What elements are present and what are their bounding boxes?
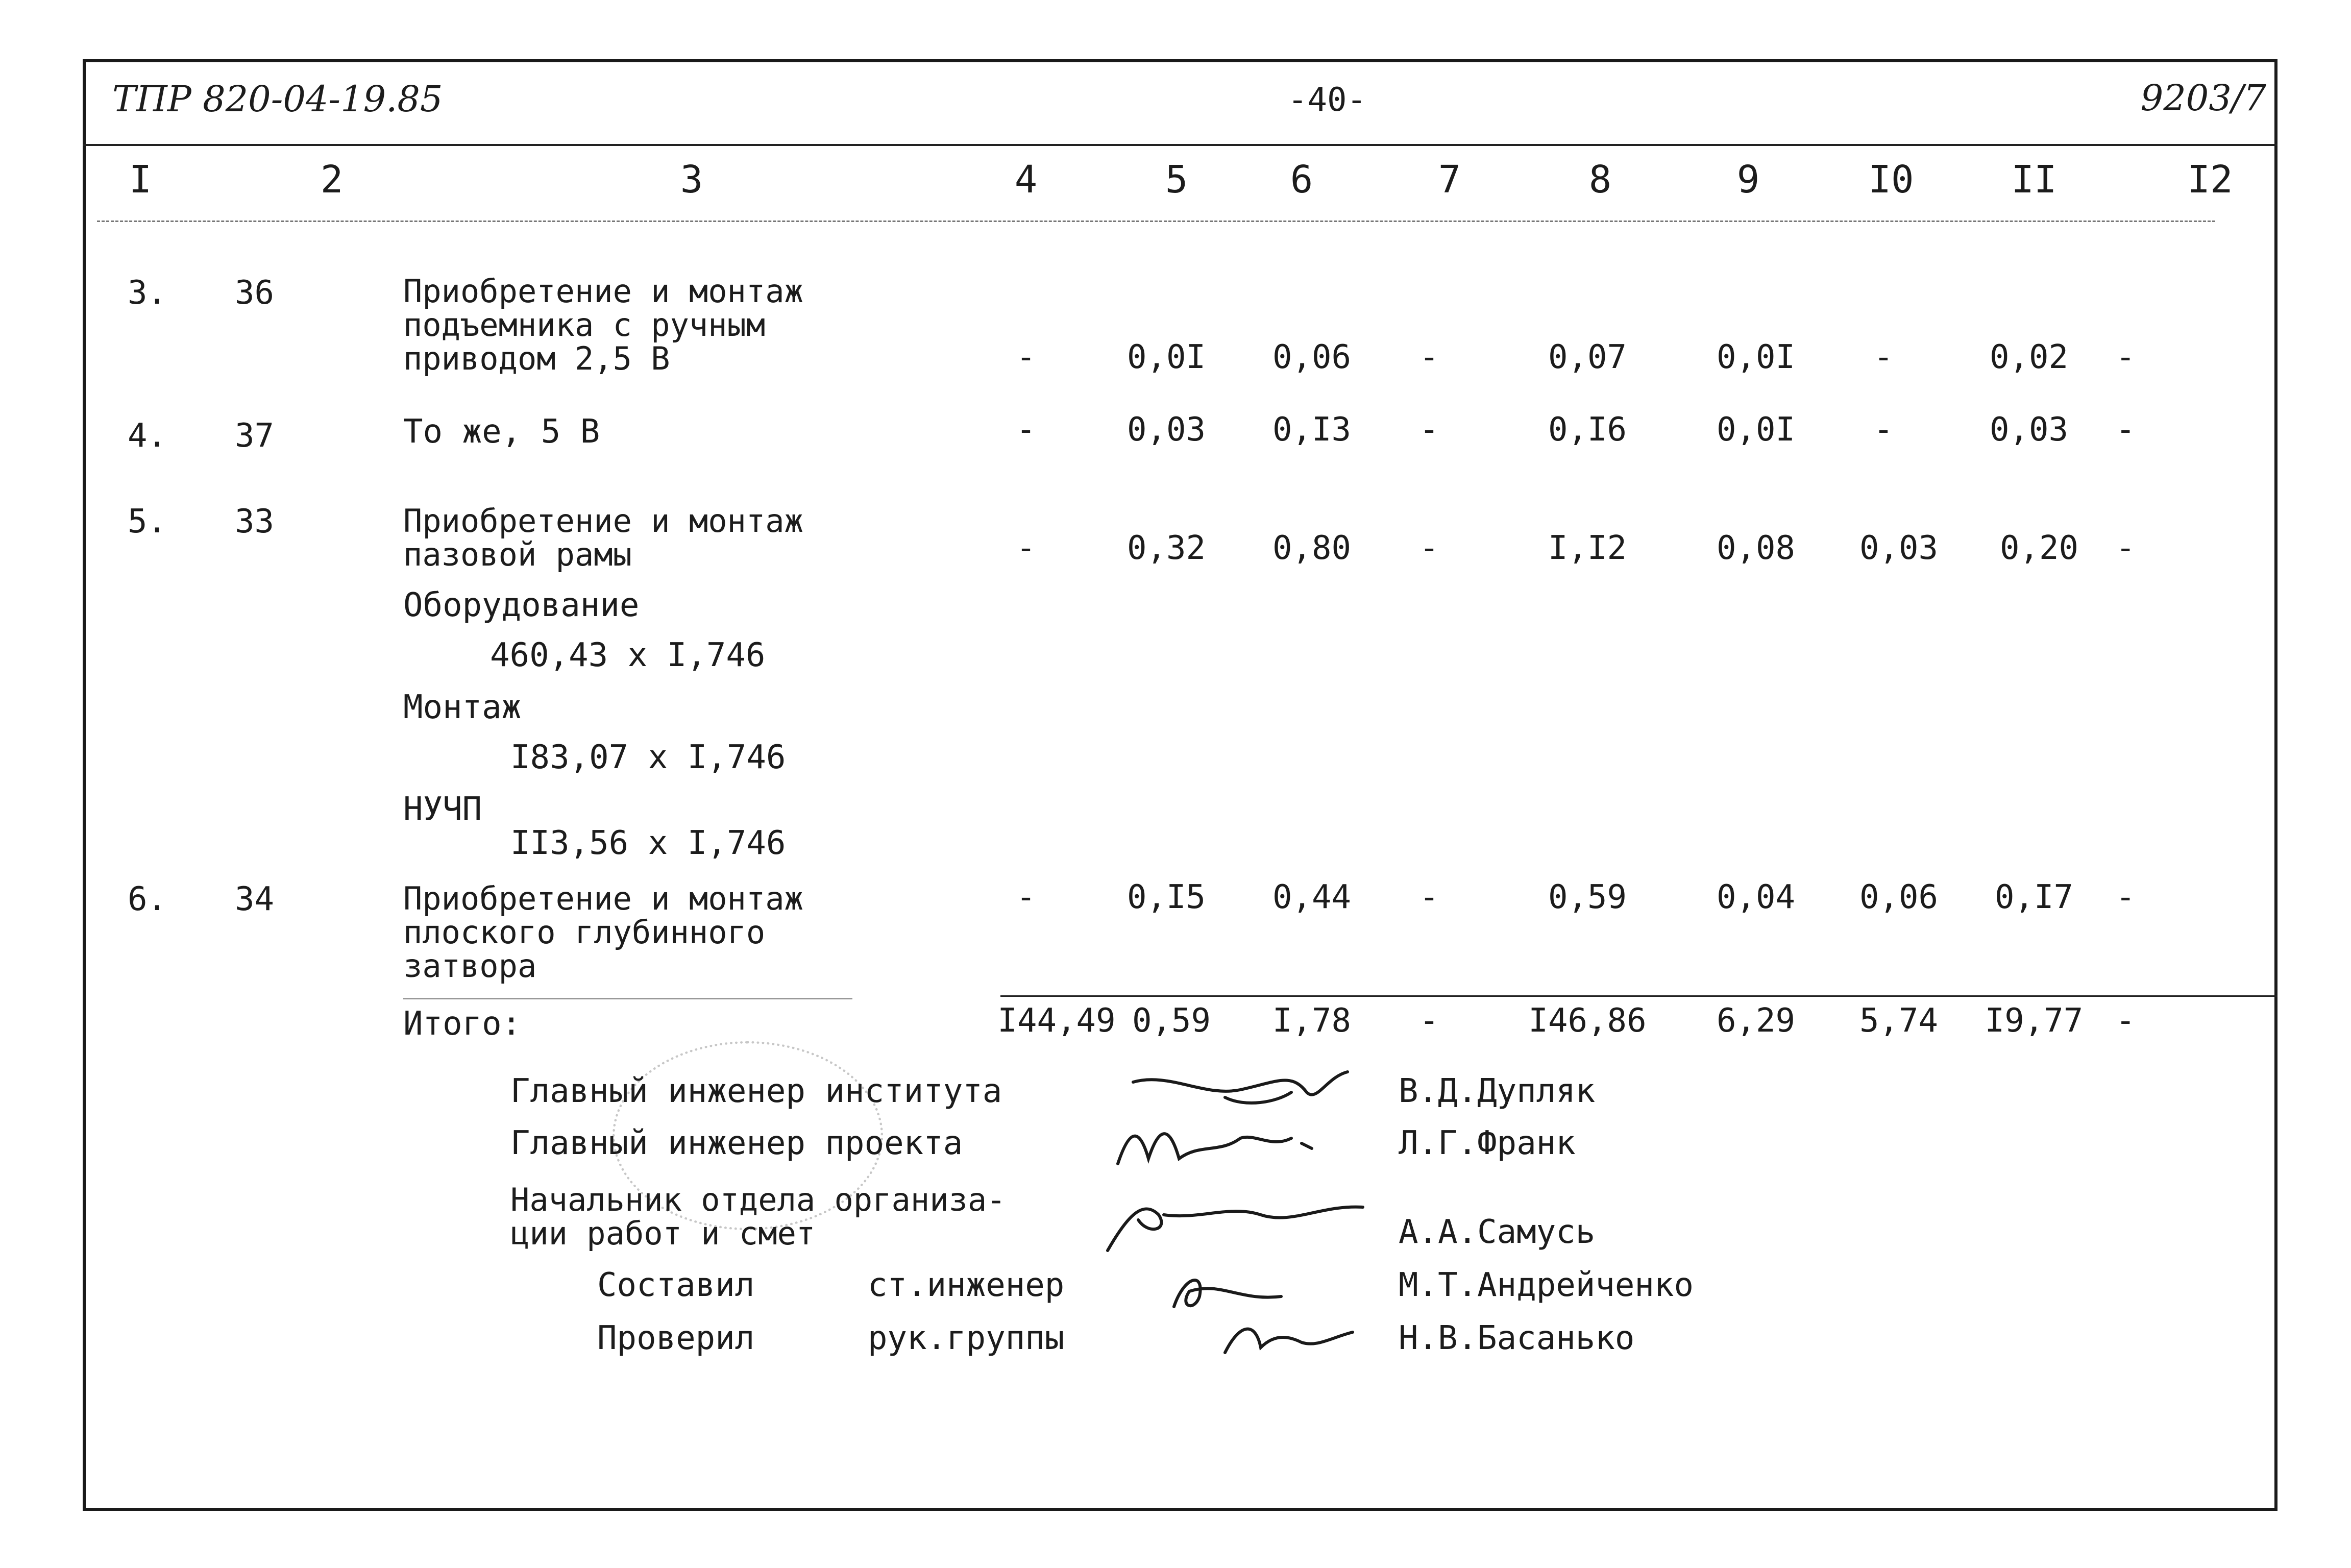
signatory-name: А.А.Самусь	[1399, 1213, 1596, 1251]
equipment-label: Оборудование	[403, 586, 640, 624]
total-cell-col12: -	[2116, 1002, 2136, 1040]
row-cell-col8: 0,59	[1548, 878, 1627, 916]
signatory-position: Начальник отдела организа-	[510, 1181, 1006, 1218]
row-name-line: плоского глубинного	[403, 914, 766, 951]
row-cell-col5: 0,0I	[1126, 338, 1206, 376]
row-cell-col10: 0,03	[1859, 529, 1939, 567]
sheet-reference: 9203/7	[2140, 77, 2266, 119]
header-rule	[83, 144, 2277, 146]
row-cell-col6: 0,06	[1272, 338, 1352, 376]
total-cell-col7: -	[1419, 1002, 1439, 1040]
total-rule	[1000, 995, 2277, 997]
row-cell-col4: -	[1016, 529, 1036, 567]
doc-code: ТПР 820-04-19.85	[112, 78, 443, 120]
row-cell-col5: 0,I5	[1126, 878, 1206, 916]
row-cell-col12: -	[2116, 338, 2136, 376]
row-cell-col7: -	[1419, 529, 1439, 567]
row-cell-col11: 0,20	[1999, 529, 2079, 567]
signatory-position: Проверил	[597, 1319, 755, 1357]
total-cell-col5: 0,59	[1132, 1002, 1211, 1040]
col-header-5: 5	[1165, 158, 1188, 202]
row-name-line: Приобретение и монтаж	[403, 502, 803, 540]
row-cell-col6: 0,I3	[1272, 411, 1352, 449]
nuchp-formula: II3,56 х I,746	[510, 824, 786, 862]
row-cell-col9: 0,0I	[1716, 338, 1796, 376]
row-cell-col7: -	[1419, 338, 1439, 376]
signatory-position: Главный инженер проекта	[510, 1124, 963, 1162]
row-cell-col11: 0,02	[1989, 338, 2069, 376]
row-number: 3.	[128, 274, 167, 312]
total-rule-left	[403, 998, 852, 1000]
col-header-4: 4	[1014, 158, 1038, 202]
row-cell-col4: -	[1016, 411, 1036, 449]
col-header-7: 7	[1438, 158, 1461, 202]
row-name-line: Приобретение и монтаж	[403, 880, 803, 917]
signature-chief-engineer-project	[1108, 1113, 1322, 1174]
signatory-name: Н.В.Басанько	[1399, 1319, 1635, 1357]
row-name-line: приводом 2,5 В	[403, 340, 670, 377]
signatory-position: Составил	[597, 1266, 755, 1304]
row-name-line: пазовой рамы	[403, 536, 632, 573]
col-header-12: I2	[2187, 158, 2233, 202]
row-cell-col7: -	[1419, 411, 1439, 449]
row-cell-col9: 0,08	[1716, 529, 1796, 567]
total-cell-col8: I46,86	[1528, 1002, 1647, 1040]
col-header-11: II	[2011, 158, 2057, 202]
total-cell-col4: I44,49	[997, 1002, 1116, 1040]
row-code: 37	[235, 417, 275, 455]
row-cell-col9: 0,04	[1716, 878, 1796, 916]
row-cell-col12: -	[2116, 411, 2136, 449]
row-name-line: Приобретение и монтаж	[403, 273, 803, 310]
signatory-title: ст.инженер	[868, 1266, 1065, 1304]
row-number: 6.	[128, 880, 167, 918]
row-cell-col4: -	[1016, 878, 1036, 916]
row-cell-col11: 0,I7	[1994, 878, 2074, 916]
row-name-line: затвора	[403, 947, 537, 985]
signature-checker	[1215, 1307, 1368, 1363]
signatory-position: ции работ и смет	[510, 1215, 816, 1252]
row-cell-col10: -	[1873, 411, 1894, 449]
row-cell-col9: 0,0I	[1716, 411, 1796, 449]
total-cell-col6: I,78	[1272, 1002, 1352, 1040]
total-cell-col9: 6,29	[1716, 1002, 1796, 1040]
row-name-line: подъемника с ручным	[403, 306, 766, 344]
row-cell-col8: 0,07	[1548, 338, 1627, 376]
row-cell-col10: -	[1873, 338, 1894, 376]
signature-chief-engineer-institute	[1123, 1062, 1358, 1118]
row-cell-col6: 0,44	[1272, 878, 1352, 916]
col-header-8: 8	[1588, 158, 1612, 202]
col-header-2: 2	[320, 158, 344, 202]
row-cell-col8: I,I2	[1548, 529, 1627, 567]
total-cell-col11: I9,77	[1985, 1002, 2084, 1040]
total-cell-col10: 5,74	[1859, 1002, 1939, 1040]
row-code: 34	[235, 880, 275, 918]
row-cell-col8: 0,I6	[1548, 411, 1627, 449]
row-number: 4.	[128, 417, 167, 455]
row-code: 33	[235, 503, 275, 541]
row-code: 36	[235, 274, 275, 312]
page-number: -40-	[1287, 81, 1367, 119]
signatory-name: Л.Г.Франк	[1399, 1124, 1576, 1162]
row-cell-col10: 0,06	[1859, 878, 1939, 916]
signatory-position: Главный инженер института	[510, 1072, 1002, 1110]
row-cell-col12: -	[2116, 878, 2136, 916]
signature-head-of-department	[1097, 1184, 1383, 1256]
install-formula: I83,07 х I,746	[510, 739, 786, 776]
row-name-line: То же, 5 В	[403, 413, 600, 451]
signatory-name: М.Т.Андрейченко	[1399, 1266, 1694, 1304]
col-header-3: 3	[680, 158, 703, 202]
row-cell-col11: 0,03	[1989, 411, 2069, 449]
row-cell-col12: -	[2116, 529, 2136, 567]
row-cell-col7: -	[1419, 878, 1439, 916]
signatory-name: В.Д.Дупляк	[1399, 1072, 1596, 1110]
row-cell-col5: 0,03	[1126, 411, 1206, 449]
column-header-dashes	[97, 220, 2215, 223]
col-header-6: 6	[1290, 158, 1313, 202]
equipment-formula: 460,43 х I,746	[490, 636, 766, 674]
row-cell-col5: 0,32	[1126, 529, 1206, 567]
signatory-title: рук.группы	[868, 1319, 1065, 1357]
row-number: 5.	[128, 503, 167, 541]
nuchp-label: НУЧП	[403, 791, 482, 828]
col-header-10: I0	[1868, 158, 1914, 202]
install-label: Монтаж	[403, 689, 522, 726]
col-header-9: 9	[1736, 158, 1760, 202]
row-cell-col4: -	[1016, 338, 1036, 376]
total-label: Итого:	[403, 1005, 522, 1043]
col-header-1: I	[129, 158, 152, 202]
row-cell-col6: 0,80	[1272, 529, 1352, 567]
